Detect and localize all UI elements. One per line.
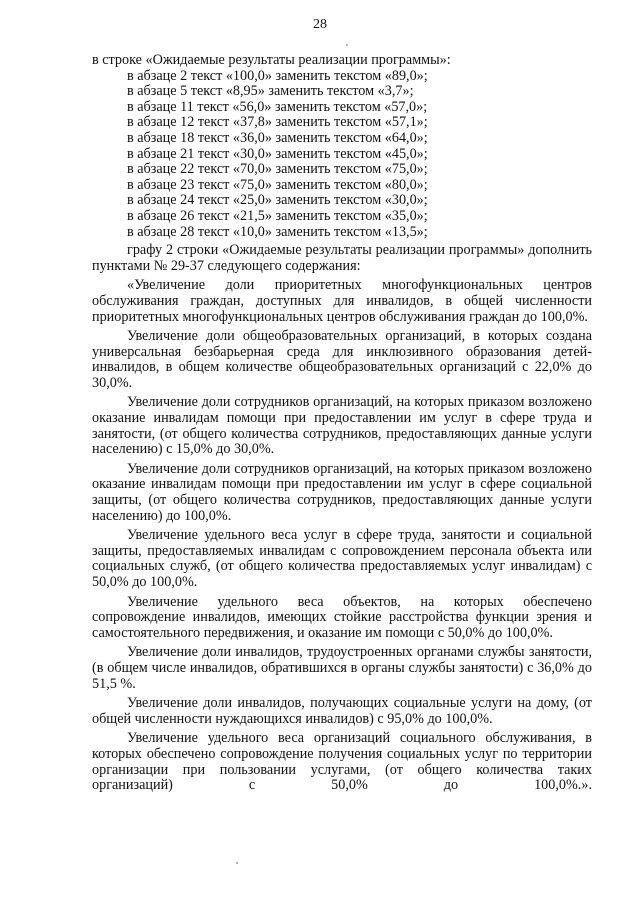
intro-line: в строке «Ожидаемые результаты реализации программы»: [92, 52, 451, 68]
amendment-item: в абзаце 26 текст «21,5» заменить текстом «35,0»; [127, 207, 428, 224]
document-body [92, 53, 592, 798]
paragraph-item-34: Увеличение удельного веса объектов, на которых обеспечено сопровождение инвалидов, имеющих стойкие расстройства функции зрения и самостоятельного передвижения, и оказание им помощи с 50,0% до 100,0%. [92, 593, 592, 641]
paragraph-item-31: Увеличение доли сотрудников организаций, на которых приказом возложено оказание инвалидам помощи при предоставлении им услуг в сфере труда и занятости, (от общего количества сотрудников, предоставляющих данные услуги населению) с 15,0% до 30,0%. [92, 394, 592, 458]
amendment-item: в абзаце 21 текст «30,0» заменить текстом «45,0»; [127, 145, 428, 162]
scan-speck [236, 862, 238, 864]
amendment-item: в абзаце 22 текст «70,0» заменить текстом «75,0»; [127, 161, 428, 178]
paragraph-item-36: Увеличение доли инвалидов, получающих социальные услуги на дому, (от общей численности нуждающихся инвалидов) с 95,0% до 100,0%. [92, 695, 592, 727]
paragraph-item-30: Увеличение доли общеобразовательных организаций, в которых создана универсальная безбарьерная среда для инклюзивного образования детей-инвалидов, в общем количестве общеобразовательных организаций с 22,0% до 30,0%. [92, 328, 592, 391]
amendment-item: в абзаце 23 текст «75,0» заменить текстом «80,0»; [127, 176, 428, 193]
amendment-item: в абзаце 24 текст «25,0» заменить текстом «30,0»; [127, 192, 428, 209]
paragraph-item-35: Увеличение доли инвалидов, трудоустроенных органами службы занятости, (в общем числе инвалидов, обратившихся в органы службы занятости) с 36,0% до 51,5 %. [92, 644, 592, 692]
paragraph-instruction: графу 2 строки «Ожидаемые результаты реализации программы» дополнить пунктами № 29-37 следующего содержания: [92, 242, 592, 274]
paragraph-item-33: Увеличение удельного веса услуг в сфере труда, занятости и социальной защиты, предоставляемых инвалидам с сопровождением персонала объекта или социальных служб, (от общего количества предоставляемых услуг инвалидам) с 50,0% до 100,0%. [92, 527, 592, 590]
paragraph-item-29: «Увеличение доли приоритетных многофункциональных центров обслуживания граждан, доступных для инвалидов, в общей численности приоритетных многофункциональных центров обслуживания граждан до 100,0%. [92, 277, 592, 325]
amendment-list [92, 69, 592, 241]
amendment-item: в абзаце 2 текст «100,0» заменить текстом «89,0»; [127, 67, 428, 84]
amendment-item: в абзаце 18 текст «36,0» заменить текстом «64,0»; [127, 129, 428, 146]
page-number: 28 [313, 17, 327, 32]
paragraph-item-37: Увеличение удельного веса организаций социального обслуживания, в которых обеспечено сопровождение получения социальных услуг по территории организации при пользовании услугами, (от общего количества таких организаций) с 50,0% до 100,0%.». [92, 730, 592, 794]
amendment-item: в абзаце 12 текст «37,8» заменить текстом «57,1»; [127, 114, 428, 131]
paragraph-item-32: Увеличение доли сотрудников организаций, на которых приказом возложено оказание инвалидам помощи при предоставлении им услуг в сфере социальной защиты, (от общего количества сотрудников, предоставляющих данные услуги населению) до 100,0%. [92, 460, 592, 524]
scan-speck [346, 44, 348, 46]
amendment-item: в абзаце 5 текст «8,95» заменить текстом «3,7»; [127, 83, 414, 100]
amendment-item: в абзаце 28 текст «10,0» заменить текстом «13,5»; [127, 223, 428, 240]
amendment-item: в абзаце 11 текст «56,0» заменить текстом «57,0»; [127, 98, 428, 115]
